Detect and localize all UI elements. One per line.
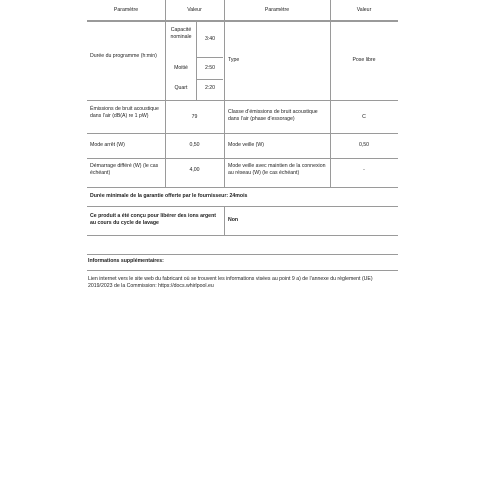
capacite-value: 3:40 — [204, 36, 216, 42]
grid-line-info-mid — [87, 270, 398, 271]
ions-label: Ce produit a été conçu pour libérer des ions argent au cours du cycle de lavage — [90, 213, 216, 226]
demarrage-label: Démarrage différé (W) (le cas échéant) — [90, 163, 159, 176]
arret-value: 0,50 — [189, 142, 200, 148]
grid-line-sub-2 — [197, 79, 223, 80]
reseau-value: - — [363, 167, 365, 173]
grid-line-row-2 — [87, 133, 398, 134]
bruit-value: 79 — [191, 114, 198, 120]
grid-line-header — [87, 21, 398, 22]
grid-line-row-4 — [87, 187, 398, 188]
classe-label: Classe d’émissions de bruit acoustique dans l’air (phase d’essorage) — [228, 109, 318, 122]
type-value: Pose libre — [352, 57, 376, 63]
bruit-label: Émissions de bruit acoustique dans l’air (dB(A) re 1 pW) — [90, 106, 159, 119]
arret-label: Mode arrêt (W) — [90, 142, 125, 148]
header-valeur-1: Valeur — [187, 7, 202, 13]
grid-line-info-top — [87, 254, 398, 255]
grid-line-ions-col — [224, 206, 225, 235]
duree-label: Durée du programme (h:min) — [90, 53, 157, 59]
reseau-label: Mode veille avec maintien de la connexion au réseau (W) (le cas échéant) — [228, 163, 326, 176]
type-label: Type — [228, 57, 240, 63]
grid-line-row-1 — [87, 100, 398, 101]
quart-value: 2:20 — [204, 85, 216, 91]
quart-label: Quart — [174, 85, 188, 91]
moitie-label: Moitié — [174, 65, 188, 71]
grid-line-col-1 — [165, 0, 166, 187]
info-title: Informations supplémentaires: — [88, 258, 164, 264]
info-text: Lien internet vers le site web du fabricant où se trouvent les informations visées au point 9 a) de l’annexe du règlement (UE) 2019/2023 de la Commission: https://docs.whirlpool.eu — [88, 276, 373, 289]
grid-line-row-3 — [87, 158, 398, 159]
header-parametre-2: Paramètre — [264, 7, 290, 13]
grid-line-sub-1 — [197, 57, 223, 58]
classe-value: C — [362, 114, 366, 120]
capacite-label: Capacité nominale — [170, 27, 192, 40]
ions-value: Non — [228, 217, 239, 223]
moitie-value: 2:50 — [204, 65, 216, 71]
garantie-text: Durée minimale de la garantie offerte par le fournisseur: 24mois — [90, 193, 248, 199]
grid-line-row-5 — [87, 206, 398, 207]
demarrage-value: 4,00 — [189, 167, 200, 173]
header-valeur-2: Valeur — [356, 7, 372, 13]
grid-line-col-3 — [330, 0, 331, 187]
grid-line-row-6 — [87, 235, 398, 236]
veille-value: 0,50 — [358, 142, 370, 148]
veille-label: Mode veille (W) — [228, 142, 265, 148]
grid-line-col-2 — [224, 0, 225, 187]
header-parametre-1: Paramètre — [113, 7, 139, 13]
